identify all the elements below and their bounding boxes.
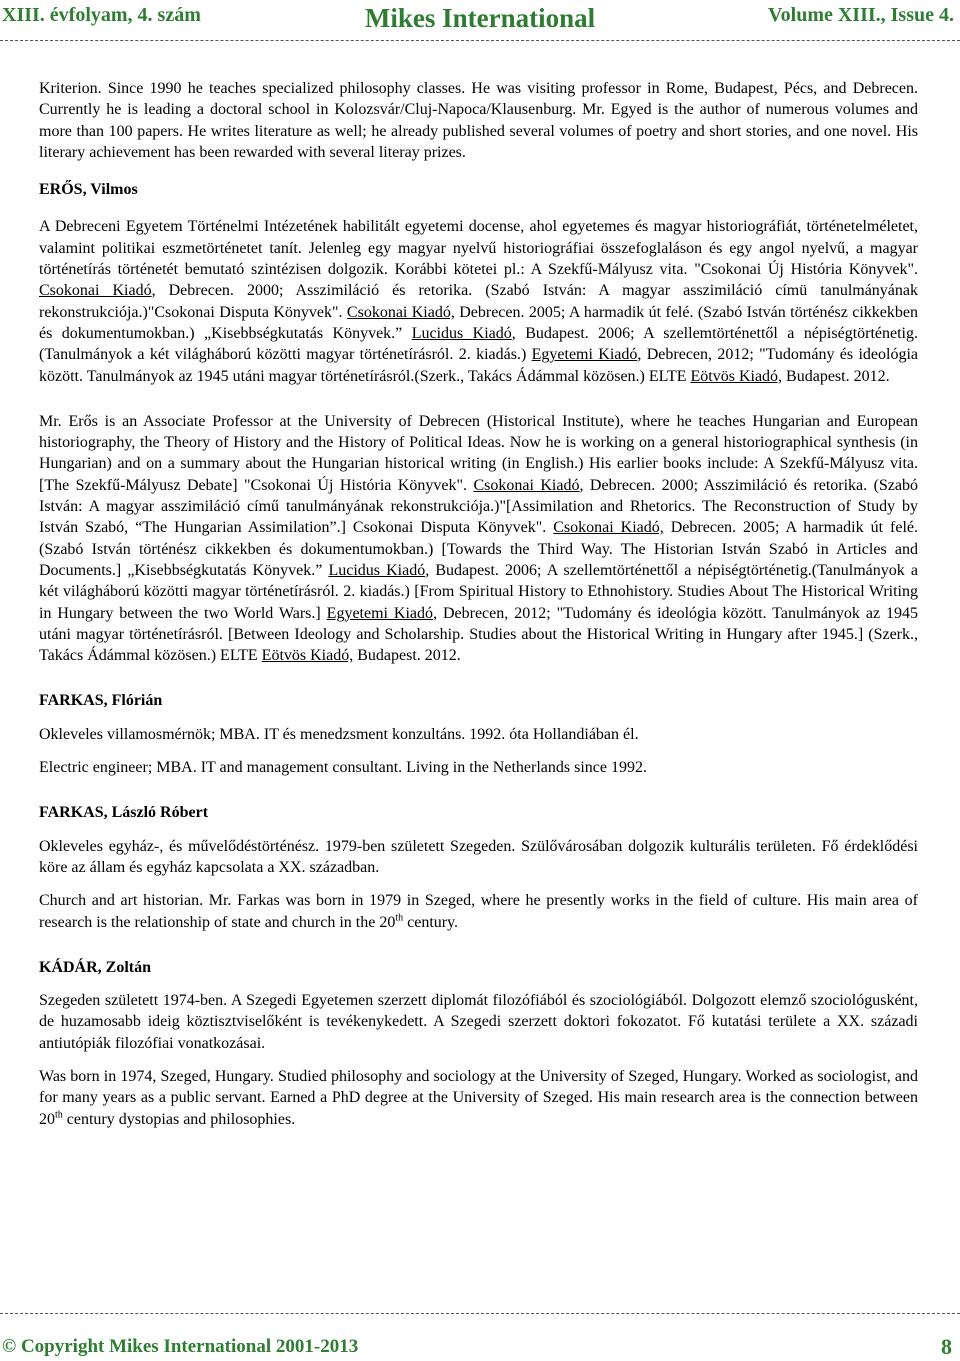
eros-bio-hu: A Debreceni Egyetem Történelmi Intézetének habilitált egyetemi docense, ahol egyetemes és magyar historiográfiát, történetelméletet, valamint politikai eszmetörténetet tanít. Jelenleg egy magyar nyelvű historiográfiai összefoglaláson és egy angol nyelvű, a magyar történetírás történetét bemutató szintézisen dolgozik. Korábbi kötetei pl.: A Szekfű-Mályusz vita. "Csokonai Új História Könyvek". Csokonai Kiadó, Debrecen. 2000; Asszimiláció és retorika. (Szabó István: A magyar asszimiláció címü tanulmányának rekonstrukciója.)"Csokonai Disputa Könyvek". Csokonai Kiadó, Debrecen. 2005; A harmadik út felé. (Szabó István történész cikkekben és dokumentumokban.) „Kisebbségkutatás Könyvek.” Lucidus Kiadó, Budapest. 2006; A szellemtörténettől a népiségtörténetig.(Tanulmányok a két világháború közötti magyar történetírásról. 2. kiadás.) Egyetemi Kiadó, Debrecen, 2012; "Tudomány és ideológia között. Tanulmányok az 1945 utáni magyar történetírásról.(Szerk., Takács Ádámmal közösen.) ELTE Eötvös Kiadó, Budapest. 2012. (39, 218, 919, 385)
farkas-florian-bio-en: Electric engineer; MBA. IT and management consultant. Living in the Netherlands since 1992. (39, 759, 647, 777)
link-csokonai-kiado[interactable]: Csokonai Kiadó, (346, 303, 455, 321)
farkas-laszlo-bio-en: Church and art historian. Mr. Farkas was born in 1979 in Szeged, where he presently works in the field of culture. His main area of research is the relationship of state and church in the 20th century. (39, 892, 918, 931)
farkas-laszlo-bio-hu: Okleveles egyház-, és művelődéstörténész. 1979-ben született Szegeden. Szülővárosában dolgozik kulturális területen. Fő érdeklődési köre az állam és egyház kapcsolata a XX. században. (39, 837, 918, 876)
kadar-name-heading: KÁDÁR, Zoltán (39, 958, 152, 976)
eros-bio-en: Mr. Erős is an Associate Professor at the University of Debrecen (Historical Institute), where he teaches Hungarian and European historiography, the Theory of History and the History of Political Ideas. Now he is working on a general historiographical synthesis (in Hungarian) and on a summary about the Hungarian historical writing (in English.) His earlier books include: A Szekfű-Mályusz vita.[The Szekfű-Mályusz Debate] "Csokonai Új História Könyvek". Csokonai Kiadó, Debrecen. 2000; Asszimiláció és retorika. (Szabó István: A magyar asszimiláció című tanulmányának rekonstrukciója.)"[Assimilation and Rhetorics. The Reconstruction of Study by István Szabó, “The Hungarian Assimilation”.] Csokonai Disputa Könyvek". Csokonai Kiadó, Debrecen. 2005; A harmadik út felé. (Szabó István történész cikkekben és dokumentumokban.) [Towards the Third Way. The Historian István Szabó in Articles and Documents.] „Kisebbségkutatás Könyvek.” Lucidus Kiadó, Budapest. 2006; A szellemtörténettől a népiségtörténetig.(Tanulmányok a két világháború közötti magyar történetírásról. 2. kiadás.) [From Spiritual History to Ethnohistory. Studies About The Historical Writing in Hungary between the two World Wars.] Egyetemi Kiadó, Debrecen, 2012; "Tudomány és ideológia között. Tanulmányok az 1945 utáni magyar történetírásról. [Between Ideology and Scholarship. Studies about the Historical Writing in Hungary after 1945.] (Szerk., Takács Ádámmal közösen.) ELTE Eötvös Kiadó, Budapest. 2012. (39, 412, 919, 665)
link-lucidus-kiado[interactable]: Lucidus Kiadó (411, 324, 512, 342)
link-eotvos-kiado[interactable]: Eötvös Kiadó, (690, 367, 783, 385)
kadar-bio-hu: Szegeden született 1974-ben. A Szegedi Egyetemen szerzett diplomát filozófiából és szociológiából. Dolgozott elemző szociológusként, de huzamosabb ideig köztisztviselőként is tevékenykedett. A Szegedi szerzett doktori fokozatot. Fő kutatási területe a XX. századi antiutópiák filozófiai vonatkozásai. (39, 992, 918, 1052)
page-header (0, 0, 960, 46)
intro-paragraph: Kriterion. Since 1990 he teaches specialized philosophy classes. He was visiting professor in Rome, Budapest, Pécs, and Debrecen. Currently he is leading a doctoral school in Kolozsvár/Cluj-Napoca/Klausenburg. Mr. Egyed is the author of numerous volumes and more than 100 papers. He writes literature as well; he already published several volumes of poetry and short stories, and one novel. His literary achievement has been rewarded with several literay prizes. (39, 80, 918, 161)
footer-copyright: © Copyright Mikes International 2001-2013 (2, 1336, 359, 1357)
eros-name-heading: ERŐS, Vilmos (39, 181, 138, 199)
link-csokonai-kiado[interactable]: Csokonai Kiadó, (553, 519, 664, 537)
link-csokonai-kiado[interactable]: Csokonai Kiadó (473, 476, 580, 494)
link-lucidus-kiado[interactable]: Lucidus Kiadó (328, 561, 426, 579)
footer-divider (0, 1313, 960, 1314)
farkas-florian-bio-hu: Okleveles villamosmérnök; MBA. IT és menedzsment konzultáns. 1992. óta Hollandiában él. (39, 725, 639, 743)
link-egyetemi-kiado[interactable]: Egyetemi Kiadó (326, 604, 434, 622)
farkas-laszlo-name-heading: FARKAS, László Róbert (39, 804, 209, 822)
article-body (39, 78, 918, 1130)
link-csokonai-kiado[interactable]: Csokonai Kiadó (39, 282, 152, 300)
header-divider (0, 40, 960, 41)
journal-title: Mikes International (364, 3, 596, 33)
header-volume-en: Volume XIII., Issue 4. (768, 4, 954, 26)
link-egyetemi-kiado[interactable]: Egyetemi Kiadó (531, 346, 638, 364)
page-number: 8 (941, 1334, 952, 1359)
link-eotvos-kiado[interactable]: Eötvös Kiadó, (261, 647, 354, 665)
kadar-bio-en: Was born in 1974, Szeged, Hungary. Studied philosophy and sociology at the University of Szeged, Hungary. Worked as sociologist, and for many years as a public servant. Earned a PhD degree at the University of Szeged. His main research area is the connection between 20th century dystopias and philosophies. (39, 1067, 918, 1128)
header-volume-hu: XIII. évfolyam, 4. szám (2, 4, 201, 26)
farkas-florian-name-heading: FARKAS, Flórián (39, 692, 163, 710)
